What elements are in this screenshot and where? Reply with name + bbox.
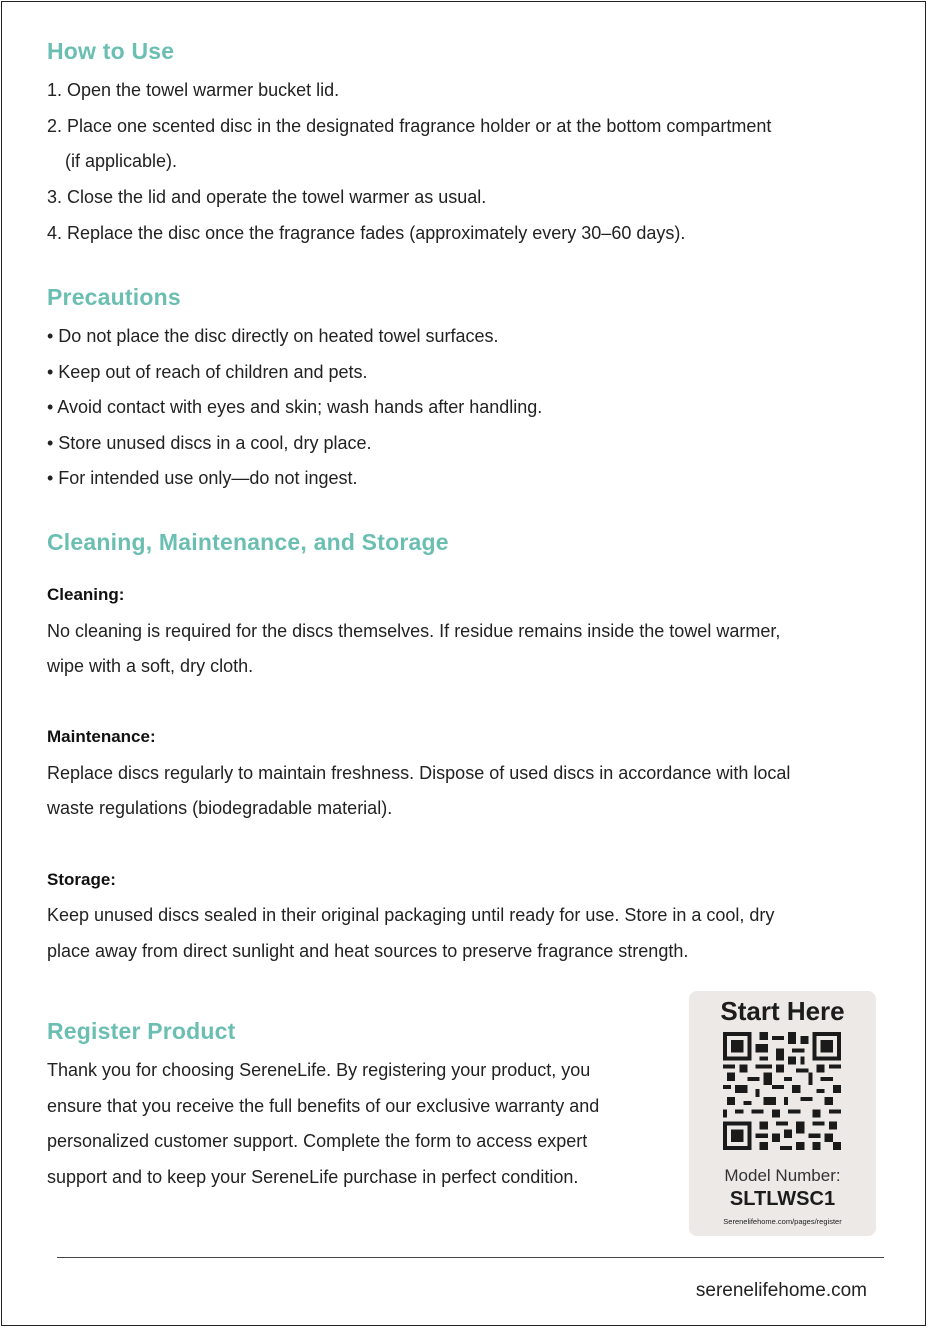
register-text: support and to keep your SereneLife purchase in perfect condition.	[47, 1167, 579, 1187]
precautions-heading: Precautions	[47, 284, 181, 310]
model-number-label: Model Number:	[724, 1166, 841, 1185]
registration-card	[689, 991, 876, 1236]
precaution-item: • Keep out of reach of children and pets.	[47, 362, 368, 382]
maintenance-label: Maintenance:	[47, 727, 156, 746]
precaution-item: • Store unused discs in a cool, dry place.	[47, 433, 372, 453]
footer-divider	[57, 1257, 884, 1258]
register-heading: Register Product	[47, 1018, 236, 1044]
model-number: SLTLWSC1	[729, 1188, 836, 1210]
cleaning-text: wipe with a soft, dry cloth.	[47, 656, 254, 676]
storage-text: Keep unused discs sealed in their original packaging until ready for use. Store in a cool, dry	[47, 905, 775, 925]
qr-code[interactable]	[718, 1032, 846, 1150]
register-text: personalized customer support. Complete the form to access expert	[47, 1131, 588, 1151]
care-heading: Cleaning, Maintenance, and Storage	[47, 529, 449, 555]
maintenance-text: Replace discs regularly to maintain freshness. Dispose of used discs in accordance with local	[47, 763, 791, 783]
how-to-use-step: 2. Place one scented disc in the designated fragrance holder or at the bottom compartment	[47, 116, 772, 136]
precaution-item: • For intended use only—do not ingest.	[47, 468, 358, 488]
storage-text: place away from direct sunlight and heat sources to preserve fragrance strength.	[47, 941, 689, 961]
how-to-use-heading: How to Use	[47, 38, 175, 64]
register-text: Thank you for choosing SereneLife. By registering your product, you	[47, 1060, 591, 1080]
storage-label: Storage:	[47, 870, 116, 889]
register-text: ensure that you receive the full benefits of our exclusive warranty and	[47, 1096, 600, 1116]
how-to-use-step: 1. Open the towel warmer bucket lid.	[47, 80, 340, 100]
cleaning-label: Cleaning:	[47, 585, 125, 604]
footer-website-link[interactable]: serenelifehome.com	[695, 1280, 867, 1301]
how-to-use-step-continued: (if applicable).	[65, 151, 178, 171]
maintenance-text: waste regulations (biodegradable material).	[47, 798, 393, 818]
precaution-item: • Avoid contact with eyes and skin; wash hands after handling.	[47, 397, 543, 417]
precaution-item: • Do not place the disc directly on heated towel surfaces.	[47, 326, 499, 346]
cleaning-text: No cleaning is required for the discs themselves. If residue remains inside the towel warmer,	[47, 621, 781, 641]
card-title: Start Here	[720, 996, 845, 1026]
register-url[interactable]: Serenelifehome.com/pages/register	[723, 1217, 842, 1226]
how-to-use-step: 4. Replace the disc once the fragrance fades (approximately every 30–60 days).	[47, 223, 686, 243]
how-to-use-step: 3. Close the lid and operate the towel warmer as usual.	[47, 187, 487, 207]
